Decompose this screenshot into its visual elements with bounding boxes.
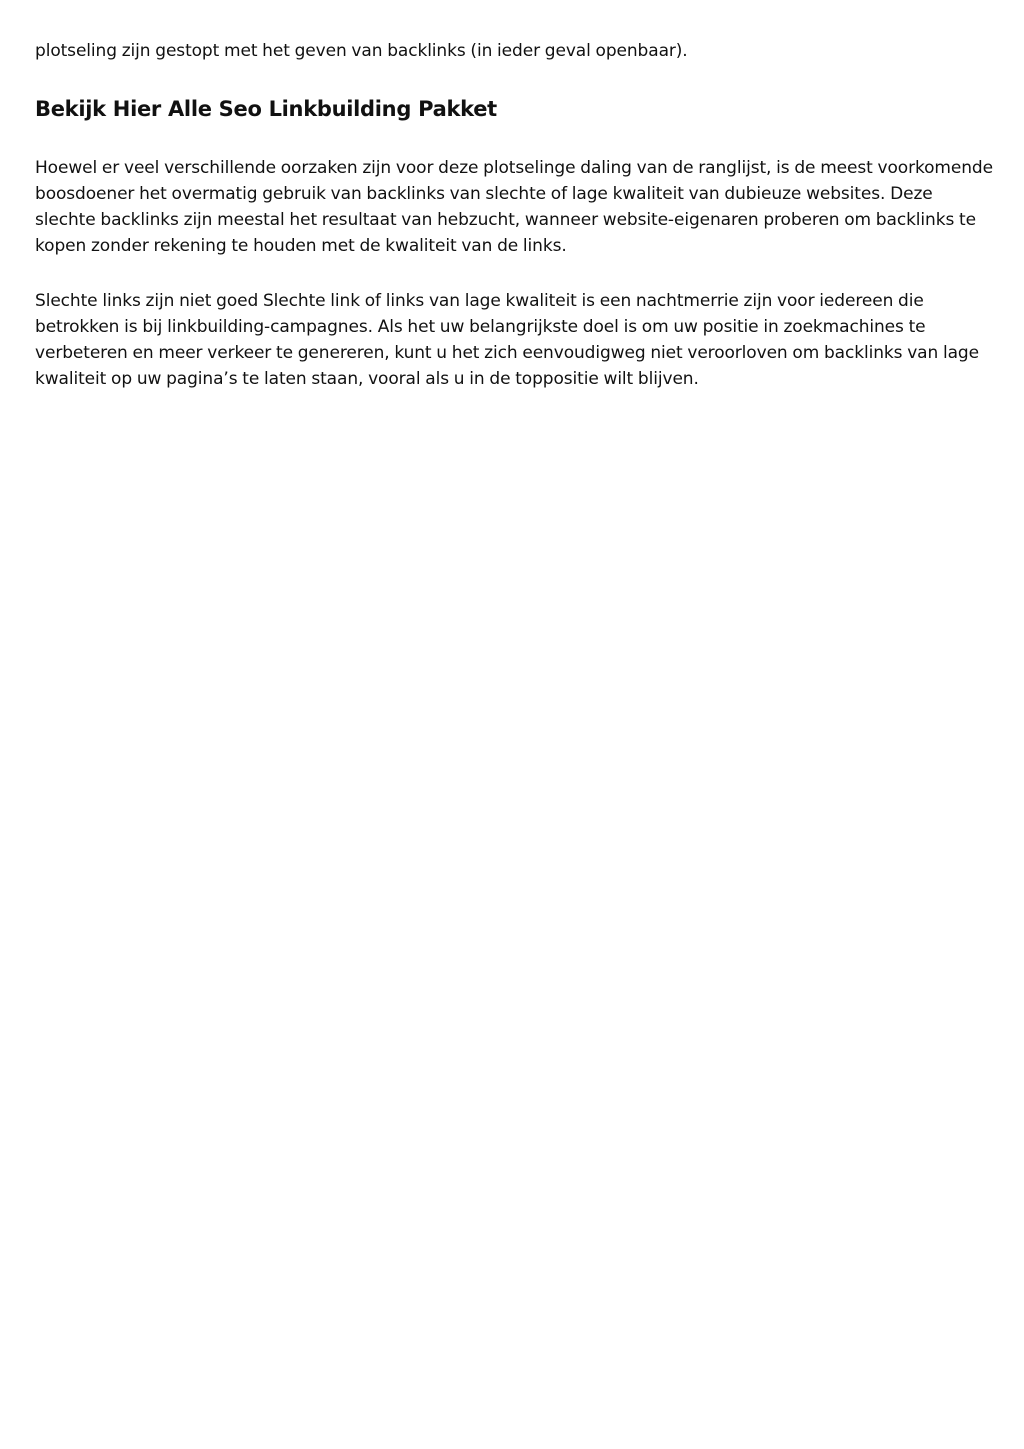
document-page	[35, 38, 995, 392]
paragraph-1: Hoewel er veel verschillende oorzaken zijn voor deze plotselinge daling van de ranglijst, is de meest voorkomende boosdoener het overmatig gebruik van backlinks van slechte of lage kwaliteit van dubieuze websites. Deze slechte backlinks zijn meestal het resultaat van hebzucht, wanneer website-eigenaren proberen om backlinks te kopen zonder rekening te houden met de kwaliteit van de links.	[35, 158, 993, 256]
section-heading: Bekijk Hier Alle Seo Linkbuilding Pakket	[35, 97, 497, 121]
paragraph-2: Slechte links zijn niet goed Slechte link of links van lage kwaliteit is een nachtmerrie zijn voor iedereen die betrokken is bij linkbuilding-campagnes. Als het uw belangrijkste doel is om uw positie in zoekmachines te verbeteren en meer verkeer te genereren, kunt u het zich eenvoudigweg niet veroorloven om backlinks van lage kwaliteit op uw pagina’s te laten staan, vooral als u in de toppositie wilt blijven.	[35, 291, 979, 389]
intro-text: plotseling zijn gestopt met het geven van backlinks (in ieder geval openbaar).	[35, 41, 688, 61]
